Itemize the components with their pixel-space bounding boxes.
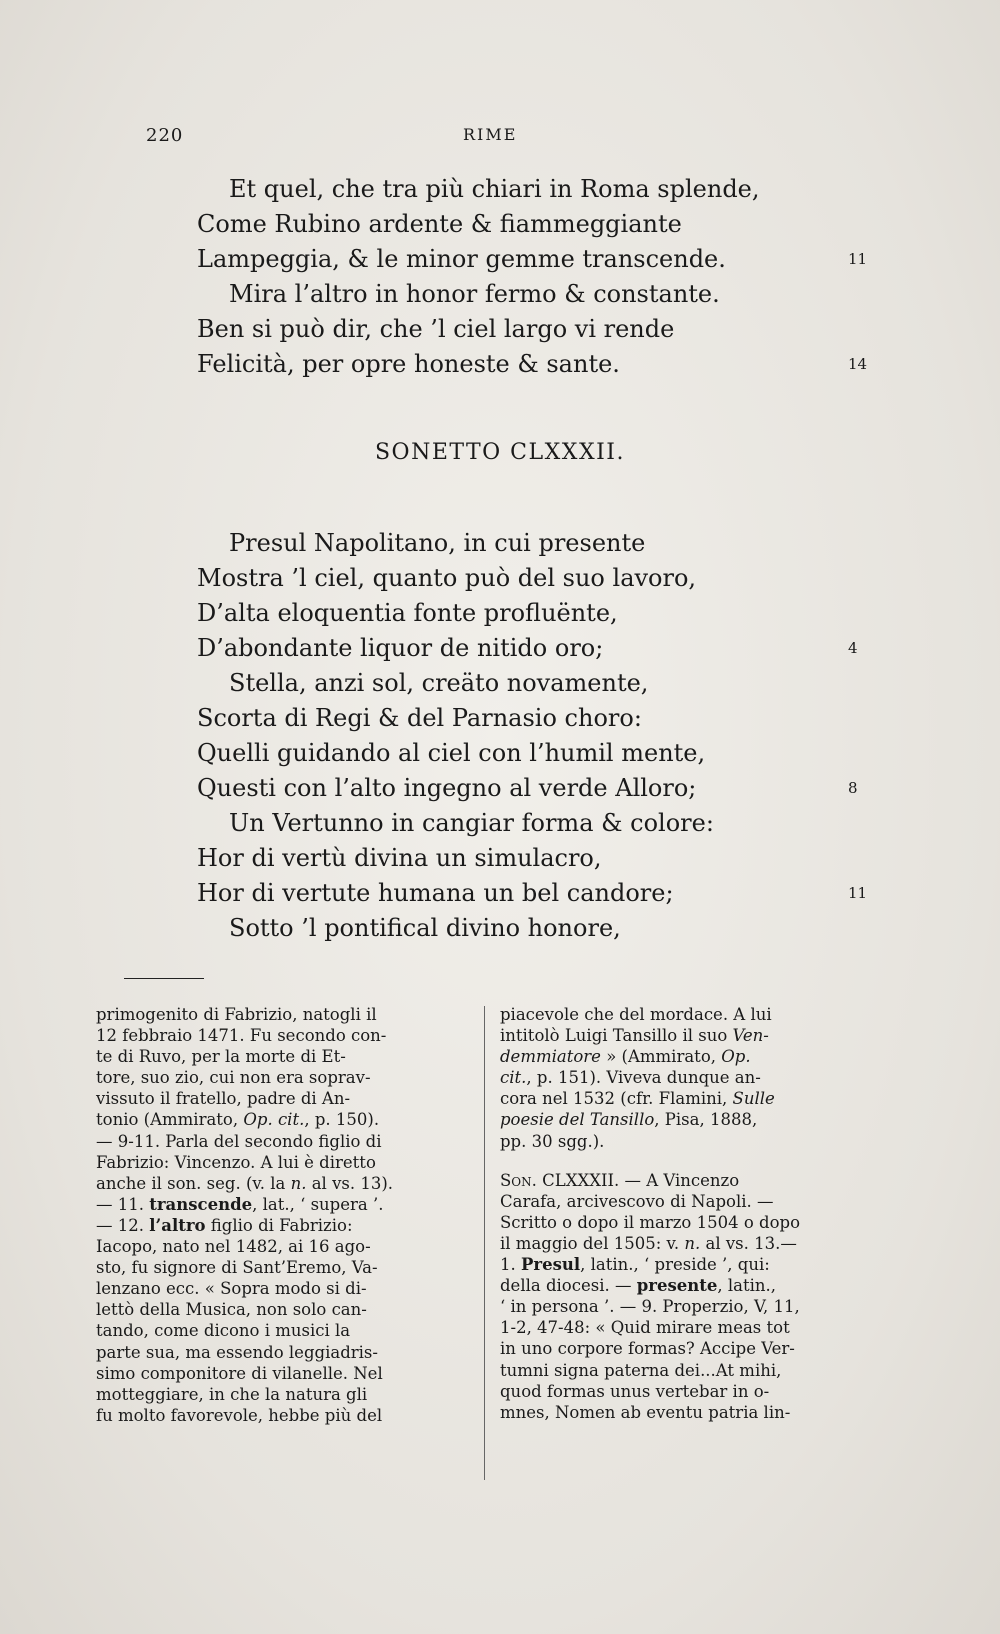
footnote-line xyxy=(96,1025,476,1046)
footnote-line xyxy=(96,1384,476,1405)
footnote-line xyxy=(500,1131,863,1152)
footnote-line xyxy=(500,1233,863,1254)
running-title: RIME xyxy=(463,125,518,144)
verse-text: Sotto ’l pontifical divino honore, xyxy=(229,914,621,942)
verse-line xyxy=(0,277,1000,312)
verse-line xyxy=(0,806,1000,841)
footnote-text: tumni signa paterna dei...At mihi, xyxy=(500,1360,782,1380)
footnote-text: 1. xyxy=(500,1255,521,1275)
footnote-text: , p. 150). xyxy=(304,1110,380,1130)
footnote-text: lettò della Musica, non solo can- xyxy=(96,1300,367,1320)
footnote-line xyxy=(96,1299,476,1320)
footnote-text: vissuto il fratello, padre di An- xyxy=(96,1089,351,1109)
footnote-text: tonio (Ammirato, xyxy=(96,1110,244,1130)
footnote-text: piacevole che del mordace. A lui xyxy=(500,1005,772,1024)
footnote-text: Ven- xyxy=(732,1026,769,1046)
footnote-text: Iacopo, nato nel 1482, ai 16 ago- xyxy=(96,1237,371,1257)
footnote-text: Scritto o dopo il marzo 1504 o dopo xyxy=(500,1212,801,1232)
footnote-text: Sulle xyxy=(732,1089,775,1109)
footnote-line xyxy=(500,1402,863,1423)
footnote-text: 1-2, 47-48: « Quid mirare meas tot xyxy=(500,1318,790,1338)
verse-text: Scorta di Regi & del Parnasio choro: xyxy=(197,704,642,732)
footnote-text: cora nel 1532 (cfr. Flamini, xyxy=(500,1089,733,1109)
verse-text: Mostra ’l ciel, quanto può del suo lavoro, xyxy=(197,564,697,592)
verse-line xyxy=(0,736,1000,771)
footnote-text: te di Ruvo, per la morte di Et- xyxy=(96,1047,346,1067)
footnote-line xyxy=(500,1025,863,1046)
footnotes-left-column xyxy=(96,1004,476,1426)
footnote-text: Fabrizio: Vincenzo. A lui è diretto xyxy=(96,1152,376,1172)
line-number: 14 xyxy=(848,355,868,373)
footnote-text: intitolò Luigi Tansillo il suo xyxy=(500,1026,733,1046)
footnote-text: Son xyxy=(500,1170,532,1190)
footnote-line xyxy=(500,1004,863,1025)
footnote-text: n. xyxy=(684,1233,701,1253)
verse-text: Et quel, che tra più chiari in Roma splende, xyxy=(229,175,760,203)
footnote-line xyxy=(500,1360,863,1381)
footnote-text: presente xyxy=(636,1276,718,1296)
footnote-text: 12 febbraio 1471. Fu secondo con- xyxy=(96,1026,387,1046)
verse-text: Questi con l’alto ingegno al verde Alloro; xyxy=(197,774,697,802)
footnote-line xyxy=(96,1320,476,1341)
sonnet-verse xyxy=(0,526,1000,946)
verse-text: Mira l’altro in honor fermo & constante. xyxy=(229,280,720,308)
verse-line xyxy=(0,207,1000,242)
footnote-line xyxy=(96,1278,476,1299)
footnote-line xyxy=(96,1046,476,1067)
footnote-text: , lat., ‘ supera ’. xyxy=(252,1194,384,1214)
verse-text: Come Rubino ardente & fiammeggiante xyxy=(197,210,682,238)
verse-text: Hor di vertute humana un bel candore; xyxy=(197,879,674,907)
verse-line xyxy=(0,876,1000,911)
footnote-rule xyxy=(124,978,204,979)
footnote-text: Carafa, arcivescovo di Napoli. — xyxy=(500,1191,774,1211)
verse-line xyxy=(0,911,1000,946)
footnote-text: Op. xyxy=(721,1047,751,1067)
footnote-line xyxy=(500,1170,863,1191)
verse-text: Quelli guidando al ciel con l’humil mente, xyxy=(197,739,706,767)
footnote-line xyxy=(96,1257,476,1278)
footnote-text: figlio di Fabrizio: xyxy=(205,1215,353,1235)
footnote-line xyxy=(96,1363,476,1384)
footnote-text: lenzano ecc. « Sopra modo si di- xyxy=(96,1279,367,1299)
line-number: 11 xyxy=(848,250,868,268)
footnote-line xyxy=(500,1109,863,1130)
footnote-text: quod formas unus vertebar in o- xyxy=(500,1381,770,1401)
footnote-text: , p. 151). Viveva dunque an- xyxy=(526,1068,761,1088)
footnote-line xyxy=(500,1046,863,1067)
footnote-text: sto, fu signore di Sant’Eremo, Va- xyxy=(96,1258,378,1278)
footnote-line xyxy=(96,1405,476,1426)
footnote-text: l’altro xyxy=(149,1215,206,1235)
footnote-line xyxy=(500,1296,863,1317)
footnote-text: primogenito di Fabrizio, natogli il xyxy=(96,1005,377,1024)
verse-line xyxy=(0,561,1000,596)
footnote-line xyxy=(96,1173,476,1194)
footnote-line xyxy=(96,1194,476,1215)
verse-line xyxy=(0,312,1000,347)
footnote-text: Op. cit. xyxy=(243,1110,305,1130)
footnote-text: al vs. 13.— xyxy=(700,1233,797,1253)
verse-text: D’abondante liquor de nitido oro; xyxy=(197,634,604,662)
verse-line xyxy=(0,596,1000,631)
footnote-text: in uno corpore formas? Accipe Ver- xyxy=(500,1339,795,1359)
page-number: 220 xyxy=(146,125,184,146)
footnote-line xyxy=(500,1191,863,1212)
verse-text: D’alta eloquentia fonte profluënte, xyxy=(197,599,618,627)
verse-text: Hor di vertù divina un simulacro, xyxy=(197,844,602,872)
footnote-line xyxy=(500,1275,863,1296)
verse-line xyxy=(0,526,1000,561)
footnote-text: mnes, Nomen ab eventu patria lin- xyxy=(500,1402,791,1422)
verse-text: Presul Napolitano, in cui presente xyxy=(229,529,646,557)
footnote-line xyxy=(500,1254,863,1275)
footnotes-right-column xyxy=(500,1004,863,1423)
footnote-line xyxy=(96,1004,476,1025)
footnote-line xyxy=(96,1131,476,1152)
footnote-text: cit. xyxy=(500,1068,527,1088)
footnote-text: . CLXXXII. — A Vincenzo xyxy=(531,1170,740,1190)
verse-line xyxy=(0,666,1000,701)
line-number: 11 xyxy=(848,884,868,902)
footnote-text: tando, come dicono i musici la xyxy=(96,1321,351,1341)
footnote-line xyxy=(96,1236,476,1257)
footnote-line xyxy=(96,1152,476,1173)
footnote-text: , latin., xyxy=(717,1276,777,1296)
verse-line xyxy=(0,841,1000,876)
footnote-line xyxy=(500,1381,863,1402)
footnote-line xyxy=(500,1317,863,1338)
footnote-text: , Pisa, 1888, xyxy=(654,1110,758,1130)
verse-line xyxy=(0,631,1000,666)
footnote-text: — 11. xyxy=(96,1194,150,1214)
verse-line xyxy=(0,347,1000,382)
footnote-line xyxy=(500,1338,863,1359)
footnote-line xyxy=(500,1088,863,1109)
footnote-text: » (Ammirato, xyxy=(600,1047,722,1067)
footnote-text: poesie del Tansillo xyxy=(500,1110,655,1130)
footnote-text: il maggio del 1505: v. xyxy=(500,1233,685,1253)
footnote-line xyxy=(500,1067,863,1088)
verse-text: Stella, anzi sol, creäto novamente, xyxy=(229,669,649,697)
verse-line xyxy=(0,771,1000,806)
footnote-text: tore, suo zio, cui non era soprav- xyxy=(96,1068,371,1088)
footnote-line xyxy=(96,1088,476,1109)
footnote-text: , latin., ‘ preside ’, qui: xyxy=(580,1255,770,1275)
footnote-line xyxy=(96,1109,476,1130)
verse-line xyxy=(0,701,1000,736)
verse-continuation xyxy=(0,172,1000,382)
footnote-text: transcende xyxy=(149,1194,253,1214)
footnote-text: — 12. xyxy=(96,1215,150,1235)
footnote-text: — 9-11. Parla del secondo figlio di xyxy=(96,1131,382,1151)
footnote-text: anche il son. seg. (v. la xyxy=(96,1173,291,1193)
verse-text: Felicità, per opre honeste & sante. xyxy=(197,350,620,378)
footnote-text: n. xyxy=(290,1173,307,1193)
verse-text: Lampeggia, & le minor gemme transcende. xyxy=(197,245,726,273)
verse-line xyxy=(0,242,1000,277)
verse-line xyxy=(0,172,1000,207)
footnote-text: pp. 30 sgg.). xyxy=(500,1131,605,1151)
footnote-line xyxy=(96,1215,476,1236)
column-divider xyxy=(484,1006,485,1480)
line-number: 4 xyxy=(848,639,858,657)
footnote-text: demmiatore xyxy=(500,1047,601,1067)
running-head xyxy=(0,125,1000,155)
footnote-text: parte sua, ma essendo leggiadris- xyxy=(96,1342,378,1362)
footnote-text: ‘ in persona ’. — 9. Properzio, V, 11, xyxy=(500,1297,800,1317)
footnote-text: fu molto favorevole, hebbe più del xyxy=(96,1405,383,1425)
verse-text: Ben si può dir, che ’l ciel largo vi rende xyxy=(197,315,675,343)
footnote-text: Presul xyxy=(521,1255,581,1275)
line-number: 8 xyxy=(848,779,858,797)
verse-text: Un Vertunno in cangiar forma & colore: xyxy=(229,809,714,837)
footnote-text: simo componitore di vilanelle. Nel xyxy=(96,1363,383,1383)
footnote-text: motteggiare, in che la natura gli xyxy=(96,1384,368,1404)
footnote-line xyxy=(500,1212,863,1233)
footnote-line xyxy=(96,1342,476,1363)
footnote-text: al vs. 13). xyxy=(306,1173,394,1193)
footnote-line xyxy=(96,1067,476,1088)
sonnet-heading: SONETTO CLXXXII. xyxy=(374,440,625,465)
footnote-text: della diocesi. — xyxy=(500,1276,637,1296)
